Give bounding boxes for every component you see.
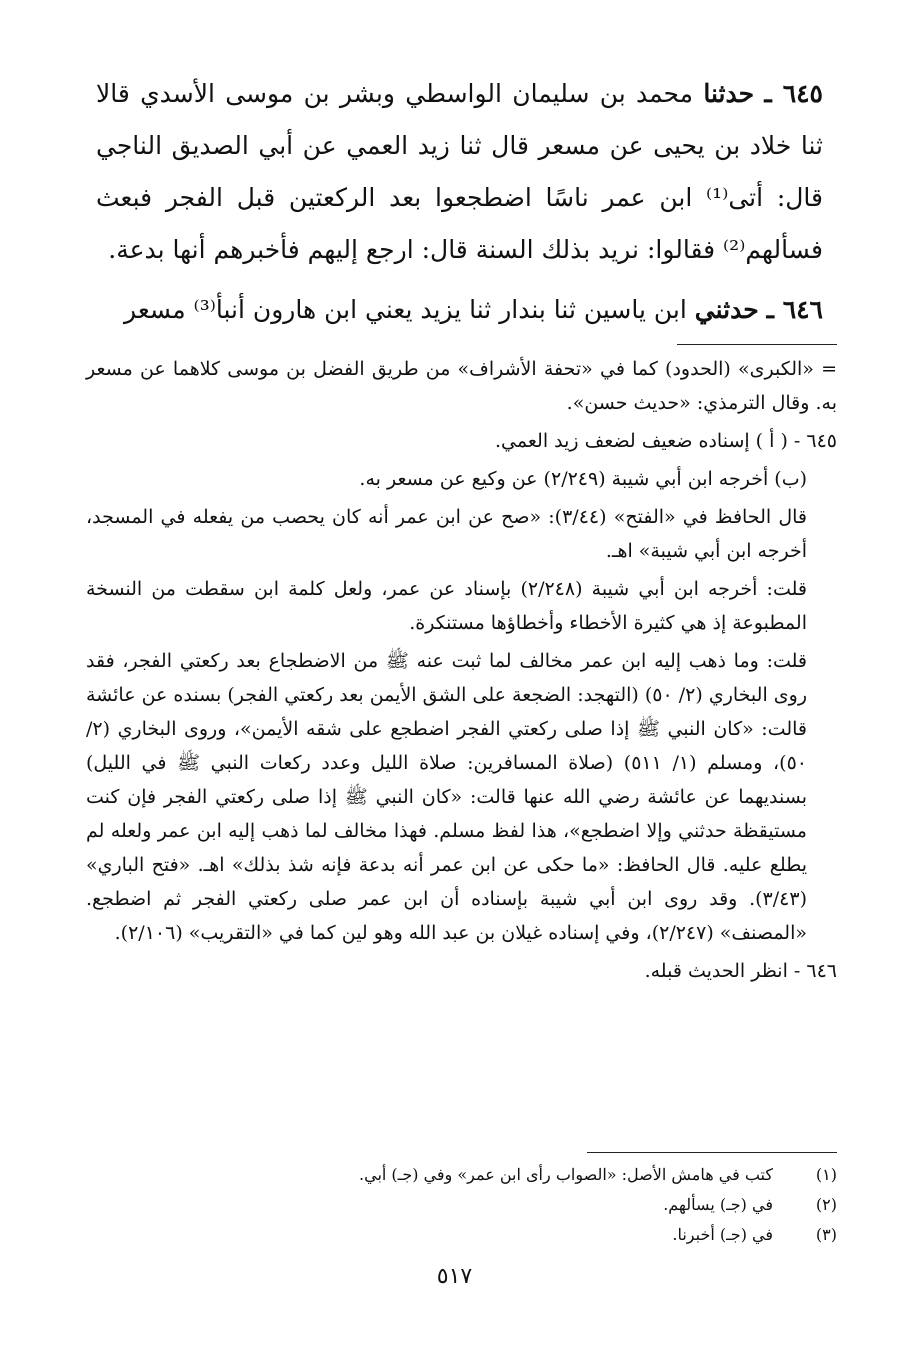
notes-divider [677, 344, 837, 345]
commentary [86, 352, 837, 992]
footnote-text: في (جـ) يسألهم. [663, 1195, 773, 1214]
note-hafiz: قال الحافظ في «الفتح» (٣/٤٤): «صح عن ابن عمر أنه كان يحصب من يفعله في المسجد، أخرجه ابن أبي شيبة» اهـ. [86, 506, 807, 562]
hadith-number: ٦٤٥ ـ [764, 79, 823, 108]
footnote [86, 1160, 837, 1190]
footnote-mark: (٣) [815, 1225, 837, 1244]
hadith-text: محمد بن سليمان الواسطي وبشر بن موسى الأسدي قالا ثنا خلاد بن يحيى عن مسعر قال ثنا زيد العمي عن أبي الصديق الناجي قال: أتى⁽¹⁾ ابن عمر ناسًا اضطجعوا بعد الركعتين قبل الفجر فبعث فسألهم⁽²⁾ فقالوا: نريد بذلك السنة قال: ارجع إليهم فأخبرهم أنها بدعة. [96, 79, 823, 264]
footnote [86, 1220, 837, 1250]
note-645-a: ٦٤٥ - ( أ ) إسناده ضعيف لضعف زيد العمي. [495, 430, 837, 452]
hadith-645 [96, 68, 823, 276]
footnote-mark: (٢) [815, 1195, 837, 1214]
hadith-lead: حدثني [694, 295, 759, 324]
note-qult-2: قلت: وما ذهب إليه ابن عمر مخالف لما ثبت عنه ﷺ من الاضطجاع بعد ركعتي الفجر، فقد روى البخاري (٢/ ٥٠) (التهجد: الضجعة على الشق الأيمن بعد ركعتي الفجر) بسنده عن عائشة قالت: «كان النبي ﷺ إذا صلى ركعتي الفجر اضطجع على شقه الأيمن»، وروى البخاري (٢/ ٥٠)، ومسلم (١/ ٥١١) (صلاة المسافرين: صلاة الليل وعدد ركعات النبي ﷺ في الليل) بسنديهما عن عائشة رضي الله عنها قالت: «كان النبي ﷺ إذا صلى ركعتي الفجر فإن كنت مستيقظة حدثني وإلا اضطجع»، هذا لفظ مسلم. فهذا مخالف لما ذهب إليه ابن عمر ولعله لم يطلع عليه. قال الحافظ: «ما حكى عن ابن عمر أنه بدعة فإنه شذ بذلك» اهـ. «فتح الباري» (٣/٤٣). وقد روى ابن أبي شيبة بإسناده أن ابن عمر صلى ركعتي الفجر ثم اضطجع. «المصنف» (٢/٢٤٧)، وفي إسناده غيلان بن عبد الله وهو لين كما في «التقريب» (٢/١٠٦). [86, 650, 807, 944]
hadith-text: ابن ياسين ثنا بندار ثنا يزيد يعني ابن هارون أنبأ⁽³⁾ مسعر [124, 295, 687, 324]
footnote-text: كتب في هامش الأصل: «الصواب رأى ابن عمر» وفي (جـ) أبي. [359, 1165, 773, 1184]
page-number: ٥١٧ [436, 1264, 473, 1289]
hadith-number: ٦٤٦ ـ [766, 295, 823, 324]
note-646: ٦٤٦ - انظر الحديث قبله. [644, 960, 837, 982]
footnotes [86, 1160, 837, 1250]
footnote-text: في (جـ) أخبرنا. [672, 1225, 773, 1244]
hadith-lead: حدثنا [703, 79, 755, 108]
main-text [96, 68, 823, 344]
footnote [86, 1190, 837, 1220]
note-continuation: = «الكبرى» (الحدود) كما في «تحفة الأشراف» من طريق الفضل بن موسى كلاهما عن مسعر به. وقال الترمذي: «حديث حسن». [86, 358, 837, 414]
hadith-646 [96, 284, 823, 336]
footnote-mark: (١) [815, 1165, 837, 1184]
footnotes-divider [587, 1152, 837, 1153]
note-645-b: (ب) أخرجه ابن أبي شيبة (٢/٢٤٩) عن وكيع عن مسعر به. [359, 468, 807, 490]
note-qult-1: قلت: أخرجه ابن أبي شيبة (٢/٢٤٨) بإسناد عن عمر، ولعل كلمة ابن سقطت من النسخة المطبوعة إذ هي كثيرة الأخطاء وأخطاؤها مستنكرة. [86, 578, 807, 634]
